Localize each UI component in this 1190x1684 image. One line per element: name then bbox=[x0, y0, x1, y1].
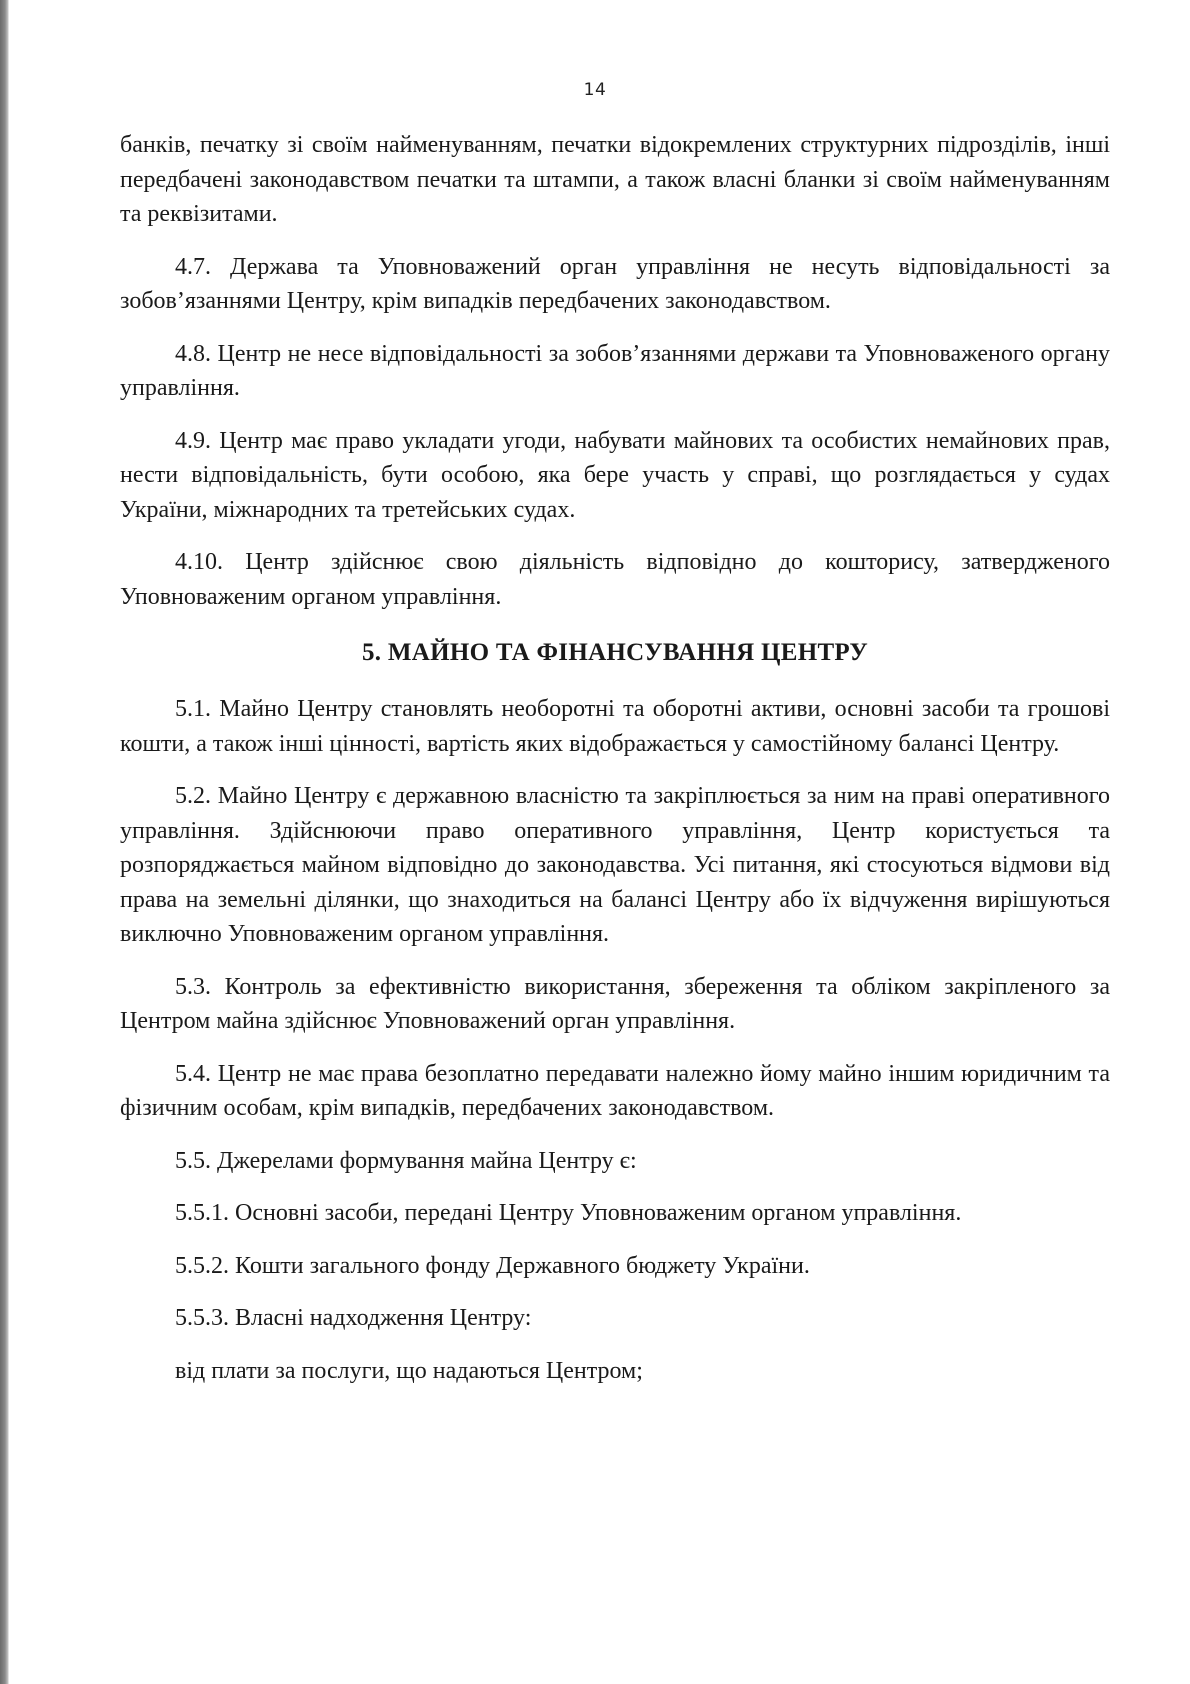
clause-5-5-2: 5.5.2. Кошти загального фонду Державного бюджету України. bbox=[175, 1252, 810, 1279]
document-body bbox=[120, 128, 1110, 1388]
clause-4-10: 4.10. Центр здійснює свою діяльність відповідно до кошторису, затвердженого Уповноваженим органом управління. bbox=[120, 549, 1110, 610]
clause-4-9: 4.9. Центр має право укладати угоди, набувати майнових та особистих немайнових прав, нести відповідальність, бути особою, яка бере участь у справі, що розглядається у судах України, міжнародних та третейських судах. bbox=[120, 427, 1110, 523]
clause-5-5: 5.5. Джерелами формування майна Центру є: bbox=[175, 1147, 637, 1174]
clause-4-7: 4.7. Держава та Уповноважений орган управління не несуть відповідальності за зобов’язаннями Центру, крім випадків передбачених законодавством. bbox=[120, 253, 1110, 314]
clause-5-4: 5.4. Центр не має права безоплатно передавати належно йому майно іншим юридичним та фізичним особам, крім випадків, передбачених законодавством. bbox=[120, 1060, 1110, 1121]
paragraph-continuation: банків, печатку зі своїм найменуванням, печатки відокремлених структурних підрозділів, інші передбачені законодавством печатки та штампи, а також власні бланки зі своїм найменуванням та реквізитами. bbox=[120, 132, 1110, 227]
clause-5-1: 5.1. Майно Центру становлять необоротні та оборотні активи, основні засоби та грошові кошти, а також інші цінності, вартість яких відображається у самостійному балансі Центру. bbox=[120, 696, 1110, 757]
clause-5-5-1: 5.5.1. Основні засоби, передані Центру Уповноваженим органом управління. bbox=[175, 1200, 962, 1226]
clause-5-2: 5.2. Майно Центру є державною власністю та закріплюється за ним на праві оперативного управління. Здійснюючи право оперативного управління, Центр користується та розпоряджається майном відповідно до законодавства. Усі питання, які стосуються відмови від права на земельні ділянки, що знаходиться на балансі Центру або їх відчуження вирішуються виключно Уповноваженим органом управління. bbox=[120, 783, 1110, 947]
list-item-fees: від плати за послуги, що надаються Центром; bbox=[175, 1357, 643, 1384]
section-heading: 5. МАЙНО ТА ФІНАНСУВАННЯ ЦЕНТРУ bbox=[361, 639, 869, 666]
page-number: 14 bbox=[583, 80, 607, 100]
clause-4-8: 4.8. Центр не несе відповідальності за зобов’язаннями держави та Уповноваженого органу управління. bbox=[120, 340, 1110, 401]
clause-5-3: 5.3. Контроль за ефективністю використання, збереження та обліком закріпленого за Центром майна здійснює Уповноважений орган управління. bbox=[120, 973, 1110, 1034]
clause-5-5-3: 5.5.3. Власні надходження Центру: bbox=[175, 1305, 532, 1331]
scan-edge-shadow bbox=[0, 0, 9, 1684]
